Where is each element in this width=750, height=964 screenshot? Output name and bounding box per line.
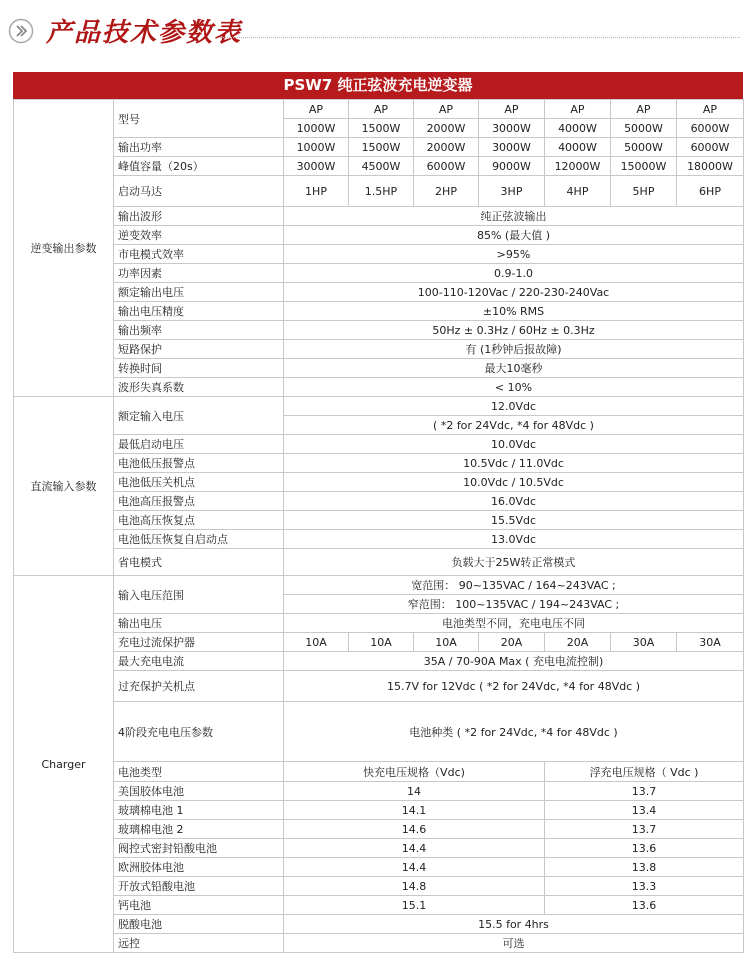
row-label: 启动马达: [114, 176, 284, 207]
table-cell: 13.7: [545, 820, 744, 839]
table-cell: 14.4: [284, 839, 545, 858]
table-cell: AP: [414, 100, 479, 119]
page-title: 产品技术参数表: [46, 18, 243, 48]
table-cell: 16.0Vdc: [284, 492, 744, 511]
table-cell: 15.5 for 4hrs: [284, 915, 744, 934]
table-row: [14, 378, 744, 397]
row-label: 输出频率: [114, 321, 284, 340]
row-label: 输出电压精度: [114, 302, 284, 321]
table-row: [14, 397, 744, 416]
table-row: [14, 782, 744, 801]
table-row: [14, 896, 744, 915]
table-cell: 14.4: [284, 858, 545, 877]
column-header-float: 浮充电压规格（ Vdc ): [545, 762, 744, 782]
table-cell: 1000W: [284, 138, 349, 157]
table-cell: >95%: [284, 245, 744, 264]
row-label: 电池高压报警点: [114, 492, 284, 511]
row-label: 过充保护关机点: [114, 671, 284, 702]
row-label: 美国胶体电池: [114, 782, 284, 801]
table-row: [14, 702, 744, 762]
table-cell: 13.8: [545, 858, 744, 877]
row-label: 转换时间: [114, 359, 284, 378]
table-cell: 10A: [284, 633, 349, 652]
table-cell: 14: [284, 782, 545, 801]
table-cell: 5000W: [611, 119, 677, 138]
table-row: [14, 671, 744, 702]
table-cell: 100-110-120Vac / 220-230-240Vac: [284, 283, 744, 302]
table-cell: 15.7V for 12Vdc ( *2 for 24Vdc, *4 for 48Vdc ): [284, 671, 744, 702]
table-cell: 10.0Vdc: [284, 435, 744, 454]
table-row: [14, 207, 744, 226]
table-row: [14, 839, 744, 858]
table-cell: 窄范围： 100~135VAC / 194~243VAC ;: [284, 595, 744, 614]
table-row: [14, 226, 744, 245]
table-row: [14, 100, 744, 119]
table-row: [14, 321, 744, 340]
table-cell: 15.1: [284, 896, 545, 915]
row-label: 钙电池: [114, 896, 284, 915]
row-label: 输出波形: [114, 207, 284, 226]
row-label: 峰值容量（20s）: [114, 157, 284, 176]
row-label: 短路保护: [114, 340, 284, 359]
table-cell: 30A: [677, 633, 744, 652]
table-cell: AP: [545, 100, 611, 119]
table-row: [14, 302, 744, 321]
table-cell: 10A: [349, 633, 414, 652]
table-cell: 12.0Vdc: [284, 397, 744, 416]
table-cell: 13.3: [545, 877, 744, 896]
row-label: 电池高压恢复点: [114, 511, 284, 530]
table-cell: 最大10毫秒: [284, 359, 744, 378]
table-cell: 13.0Vdc: [284, 530, 744, 549]
table-cell: 宽范围： 90~135VAC / 164~243VAC ;: [284, 576, 744, 595]
row-label: 额定输出电压: [114, 283, 284, 302]
table-cell: 14.1: [284, 801, 545, 820]
table-cell: 1000W: [284, 119, 349, 138]
table-row: [14, 157, 744, 176]
header-divider: [220, 37, 740, 38]
table-row: [14, 530, 744, 549]
table-row: [14, 614, 744, 633]
table-cell: 6000W: [677, 119, 744, 138]
table-cell: 有 (1秒钟后报故障): [284, 340, 744, 359]
table-cell: 电池种类 ( *2 for 24Vdc, *4 for 48Vdc ): [284, 702, 744, 762]
table-row: [14, 473, 744, 492]
table-cell: 9000W: [479, 157, 545, 176]
table-cell: 4000W: [545, 119, 611, 138]
table-cell: 3HP: [479, 176, 545, 207]
row-label: 输出功率: [114, 138, 284, 157]
table-cell: 4000W: [545, 138, 611, 157]
table-cell: ( *2 for 24Vdc, *4 for 48Vdc ): [284, 416, 744, 435]
table-cell: 1HP: [284, 176, 349, 207]
table-row: [14, 633, 744, 652]
row-label: 脱酸电池: [114, 915, 284, 934]
row-label: 逆变效率: [114, 226, 284, 245]
table-cell: 4500W: [349, 157, 414, 176]
table-row: [14, 652, 744, 671]
table-cell: 30A: [611, 633, 677, 652]
row-label: 型号: [114, 100, 284, 138]
row-label: 欧洲胶体电池: [114, 858, 284, 877]
row-label: 市电模式效率: [114, 245, 284, 264]
table-cell: 4HP: [545, 176, 611, 207]
table-cell: 负载大于25W转正常模式: [284, 549, 744, 576]
table-cell: 35A / 70-90A Max ( 充电电流控制): [284, 652, 744, 671]
row-label: 输入电压范围: [114, 576, 284, 614]
table-row: [14, 359, 744, 378]
table-cell: 5HP: [611, 176, 677, 207]
table-row: [14, 138, 744, 157]
section-label-inverter: 逆变输出参数: [14, 100, 114, 397]
table-cell: ±10% RMS: [284, 302, 744, 321]
table-cell: 10A: [414, 633, 479, 652]
table-row: [14, 549, 744, 576]
table-cell: 18000W: [677, 157, 744, 176]
table-cell: 10.5Vdc / 11.0Vdc: [284, 454, 744, 473]
table-cell: 2000W: [414, 119, 479, 138]
section-label-dc-input: 直流输入参数: [14, 397, 114, 576]
table-cell: 可选: [284, 934, 744, 953]
table-cell: 3000W: [479, 138, 545, 157]
row-label: 玻璃棉电池 1: [114, 801, 284, 820]
table-row: [14, 762, 744, 782]
table-row: [14, 454, 744, 473]
table-cell: 6HP: [677, 176, 744, 207]
row-label: 功率因素: [114, 264, 284, 283]
row-label: 最低启动电压: [114, 435, 284, 454]
table-cell: 14.6: [284, 820, 545, 839]
table-cell: 6000W: [677, 138, 744, 157]
table-cell: 13.6: [545, 839, 744, 858]
table-cell: 13.4: [545, 801, 744, 820]
table-row: [14, 915, 744, 934]
table-cell: 2HP: [414, 176, 479, 207]
column-header-fast: 快充电压规格（Vdc): [284, 762, 545, 782]
table-cell: 85% (最大值 ): [284, 226, 744, 245]
table-cell: 1500W: [349, 138, 414, 157]
table-cell: AP: [284, 100, 349, 119]
table-cell: 13.7: [545, 782, 744, 801]
spec-table: [13, 99, 744, 953]
row-label: 玻璃棉电池 2: [114, 820, 284, 839]
chevron-circle-icon: [8, 18, 34, 44]
table-cell: 12000W: [545, 157, 611, 176]
row-label: 电池低压报警点: [114, 454, 284, 473]
table-row: [14, 283, 744, 302]
table-cell: < 10%: [284, 378, 744, 397]
table-cell: 3000W: [479, 119, 545, 138]
table-cell: 5000W: [611, 138, 677, 157]
row-label: 4阶段充电电压参数: [114, 702, 284, 762]
table-row: [14, 820, 744, 839]
table-cell: 15000W: [611, 157, 677, 176]
row-label: 额定输入电压: [114, 397, 284, 435]
product-banner: PSW7 纯正弦波充电逆变器: [13, 72, 743, 99]
row-label: 远控: [114, 934, 284, 953]
row-label: 输出电压: [114, 614, 284, 633]
table-cell: 13.6: [545, 896, 744, 915]
table-cell: AP: [611, 100, 677, 119]
page-header: [0, 0, 750, 60]
table-row: [14, 340, 744, 359]
table-cell: 0.9-1.0: [284, 264, 744, 283]
row-label: 省电模式: [114, 549, 284, 576]
row-label: 波形失真系数: [114, 378, 284, 397]
row-label: 阀控式密封铅酸电池: [114, 839, 284, 858]
row-label: 电池低压恢复自启动点: [114, 530, 284, 549]
table-cell: 1500W: [349, 119, 414, 138]
table-cell: 14.8: [284, 877, 545, 896]
table-cell: 10.0Vdc / 10.5Vdc: [284, 473, 744, 492]
table-cell: 1.5HP: [349, 176, 414, 207]
table-row: [14, 511, 744, 530]
table-row: [14, 245, 744, 264]
table-cell: 2000W: [414, 138, 479, 157]
table-row: [14, 576, 744, 595]
table-row: [14, 801, 744, 820]
table-cell: 6000W: [414, 157, 479, 176]
row-label: 电池类型: [114, 762, 284, 782]
table-cell: AP: [349, 100, 414, 119]
section-label-charger: Charger: [14, 576, 114, 953]
row-label: 电池低压关机点: [114, 473, 284, 492]
table-cell: 15.5Vdc: [284, 511, 744, 530]
table-row: [14, 264, 744, 283]
table-cell: 20A: [479, 633, 545, 652]
row-label: 开放式铅酸电池: [114, 877, 284, 896]
table-cell: 50Hz ± 0.3Hz / 60Hz ± 0.3Hz: [284, 321, 744, 340]
table-cell: 3000W: [284, 157, 349, 176]
table-row: [14, 176, 744, 207]
table-row: [14, 877, 744, 896]
table-cell: AP: [479, 100, 545, 119]
table-row: [14, 858, 744, 877]
table-cell: 电池类型不同，充电电压不同: [284, 614, 744, 633]
table-cell: 纯正弦波输出: [284, 207, 744, 226]
row-label: 最大充电电流: [114, 652, 284, 671]
table-row: [14, 435, 744, 454]
table-cell: AP: [677, 100, 744, 119]
table-cell: 20A: [545, 633, 611, 652]
table-row: [14, 934, 744, 953]
row-label: 充电过流保护器: [114, 633, 284, 652]
table-row: [14, 492, 744, 511]
